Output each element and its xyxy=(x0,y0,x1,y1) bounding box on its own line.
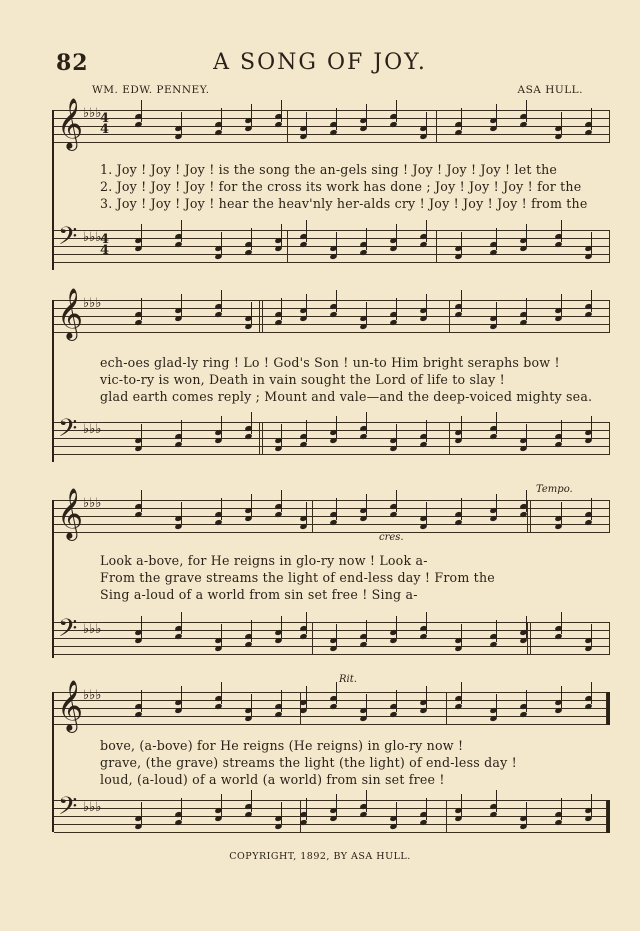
note-stem-icon xyxy=(221,232,222,254)
composer-credit: ASA HULL. xyxy=(517,84,583,96)
lyric-verse-1: bove, (a-bove) for He reigns (He reigns) in glo-ry now ! xyxy=(100,738,464,753)
note-stem-icon xyxy=(306,686,307,708)
treble-clef-icon: 𝄞 xyxy=(57,288,84,339)
note-stem-icon xyxy=(281,802,282,824)
treble-clef-icon: 𝄞 xyxy=(57,98,84,149)
note-stem-icon xyxy=(181,220,182,242)
key-signature-icon: ♭♭♭ xyxy=(83,800,102,815)
note-stem-icon xyxy=(141,690,142,712)
note-stem-icon xyxy=(221,108,222,130)
treble-clef-icon: 𝄞 xyxy=(57,488,84,539)
note-stem-icon xyxy=(281,298,282,320)
note-stem-icon xyxy=(251,412,252,434)
note-stem-icon xyxy=(426,220,427,242)
note-stem-icon xyxy=(251,494,252,516)
lyricist-credit: WM. EDW. PENNEY. xyxy=(92,84,210,96)
note-stem-icon xyxy=(251,620,252,642)
lyric-verse-3: Sing a-loud of a world from sin set free ! Sing a- xyxy=(100,587,418,602)
note-stem-icon xyxy=(366,494,367,516)
key-signature-icon: ♭♭♭ xyxy=(83,496,102,511)
note-stem-icon xyxy=(591,108,592,130)
note-stem-icon xyxy=(306,420,307,442)
lyric-verse-1: ech-oes glad-ly ring ! Lo ! God's Son ! un-to Him bright seraphs bow ! xyxy=(100,355,560,370)
note-stem-icon xyxy=(141,424,142,446)
note-stem-icon xyxy=(396,224,397,246)
note-stem-icon xyxy=(461,416,462,438)
note-stem-icon xyxy=(281,100,282,122)
page-number: 82 xyxy=(56,50,89,76)
note-stem-icon xyxy=(496,494,497,516)
note-stem-icon xyxy=(561,798,562,820)
note-stem-icon xyxy=(426,612,427,634)
note-stem-icon xyxy=(461,232,462,254)
note-stem-icon xyxy=(396,424,397,446)
bass-clef-icon: 𝄢 xyxy=(58,792,78,827)
hymn-title: A SONG OF JOY. xyxy=(213,50,427,75)
key-signature-icon: ♭♭♭ xyxy=(83,230,102,245)
note-stem-icon xyxy=(181,112,182,134)
note-stem-icon xyxy=(141,616,142,638)
note-stem-icon xyxy=(336,290,337,312)
note-stem-icon xyxy=(336,682,337,704)
note-stem-icon xyxy=(306,220,307,242)
key-signature-icon: ♭♭♭ xyxy=(83,688,102,703)
note-stem-icon xyxy=(461,794,462,816)
note-stem-icon xyxy=(526,298,527,320)
note-stem-icon xyxy=(526,424,527,446)
note-stem-icon xyxy=(426,294,427,316)
bass-clef-icon: 𝄢 xyxy=(58,222,78,257)
note-stem-icon xyxy=(251,228,252,250)
note-stem-icon xyxy=(221,290,222,312)
note-stem-icon xyxy=(496,694,497,716)
note-stem-icon xyxy=(221,498,222,520)
note-stem-icon xyxy=(496,104,497,126)
note-stem-icon xyxy=(496,302,497,324)
note-stem-icon xyxy=(426,420,427,442)
lyric-verse-2: 2. Joy ! Joy ! Joy ! for the cross its work has done ; Joy ! Joy ! Joy ! for the xyxy=(100,179,582,194)
note-stem-icon xyxy=(336,624,337,646)
note-stem-icon xyxy=(426,798,427,820)
note-stem-icon xyxy=(526,802,527,824)
note-stem-icon xyxy=(221,794,222,816)
note-stem-icon xyxy=(591,290,592,312)
note-stem-icon xyxy=(426,112,427,134)
note-stem-icon xyxy=(141,100,142,122)
final-barline xyxy=(607,800,610,833)
key-signature-icon: ♭♭♭ xyxy=(83,106,102,121)
lyric-verse-2: vic-to-ry is won, Death in vain sought the Lord of life to slay ! xyxy=(100,372,505,387)
note-stem-icon xyxy=(366,412,367,434)
note-stem-icon xyxy=(461,682,462,704)
note-stem-icon xyxy=(281,616,282,638)
note-stem-icon xyxy=(496,620,497,642)
lyric-verse-3: glad earth comes reply ; Mount and vale—and the deep-voiced mighty sea. xyxy=(100,389,593,404)
note-stem-icon xyxy=(561,420,562,442)
note-stem-icon xyxy=(591,794,592,816)
note-stem-icon xyxy=(396,802,397,824)
note-stem-icon xyxy=(591,232,592,254)
note-stem-icon xyxy=(426,502,427,524)
note-stem-icon xyxy=(141,224,142,246)
note-stem-icon xyxy=(251,302,252,324)
note-stem-icon xyxy=(461,108,462,130)
treble-clef-icon: 𝄞 xyxy=(57,680,84,731)
note-stem-icon xyxy=(281,224,282,246)
note-stem-icon xyxy=(526,100,527,122)
note-stem-icon xyxy=(366,104,367,126)
note-stem-icon xyxy=(181,420,182,442)
note-stem-icon xyxy=(181,502,182,524)
note-stem-icon xyxy=(561,112,562,134)
note-stem-icon xyxy=(591,624,592,646)
note-stem-icon xyxy=(526,690,527,712)
note-stem-icon xyxy=(561,686,562,708)
note-stem-icon xyxy=(141,802,142,824)
note-stem-icon xyxy=(526,616,527,638)
key-signature-icon: ♭♭♭ xyxy=(83,422,102,437)
tempo-marking: Tempo. xyxy=(536,484,573,495)
note-stem-icon xyxy=(496,790,497,812)
lyric-verse-3: loud, (a-loud) of a world (a world) from sin set free ! xyxy=(100,772,445,787)
final-barline xyxy=(607,692,610,725)
lyric-verse-2: From the grave streams the light of end-less day ! From the xyxy=(100,570,495,585)
note-stem-icon xyxy=(141,490,142,512)
time-signature-icon: 4 4 xyxy=(100,111,110,137)
lyric-verse-3: 3. Joy ! Joy ! Joy ! hear the heav'nly her-alds cry ! Joy ! Joy ! Joy ! from the xyxy=(100,196,588,211)
note-stem-icon xyxy=(461,290,462,312)
note-stem-icon xyxy=(526,490,527,512)
note-stem-icon xyxy=(591,682,592,704)
note-stem-icon xyxy=(221,624,222,646)
note-stem-icon xyxy=(251,790,252,812)
note-stem-icon xyxy=(496,412,497,434)
note-stem-icon xyxy=(281,690,282,712)
note-stem-icon xyxy=(561,502,562,524)
note-stem-icon xyxy=(336,232,337,254)
note-stem-icon xyxy=(181,294,182,316)
note-stem-icon xyxy=(141,298,142,320)
copyright-notice: COPYRIGHT, 1892, BY ASA HULL. xyxy=(229,851,411,862)
note-stem-icon xyxy=(496,228,497,250)
note-stem-icon xyxy=(366,694,367,716)
note-stem-icon xyxy=(181,612,182,634)
crescendo-marking: cres. xyxy=(379,532,404,543)
note-stem-icon xyxy=(306,502,307,524)
note-stem-icon xyxy=(426,686,427,708)
note-stem-icon xyxy=(306,294,307,316)
note-stem-icon xyxy=(461,498,462,520)
note-stem-icon xyxy=(336,416,337,438)
bass-clef-icon: 𝄢 xyxy=(58,614,78,649)
key-signature-icon: ♭♭♭ xyxy=(83,622,102,637)
note-stem-icon xyxy=(591,498,592,520)
note-stem-icon xyxy=(461,624,462,646)
note-stem-icon xyxy=(396,298,397,320)
note-stem-icon xyxy=(221,416,222,438)
lyric-verse-1: 1. Joy ! Joy ! Joy ! is the song the an-gels sing ! Joy ! Joy ! Joy ! let the xyxy=(100,162,558,177)
note-stem-icon xyxy=(366,228,367,250)
note-stem-icon xyxy=(396,690,397,712)
note-stem-icon xyxy=(306,112,307,134)
lyric-verse-2: grave, (the grave) streams the light (the light) of end-less day ! xyxy=(100,755,517,770)
note-stem-icon xyxy=(181,798,182,820)
note-stem-icon xyxy=(561,220,562,242)
note-stem-icon xyxy=(336,108,337,130)
key-signature-icon: ♭♭♭ xyxy=(83,296,102,311)
note-stem-icon xyxy=(336,794,337,816)
note-stem-icon xyxy=(221,682,222,704)
note-stem-icon xyxy=(181,686,182,708)
note-stem-icon xyxy=(306,612,307,634)
bass-clef-icon: 𝄢 xyxy=(58,414,78,449)
note-stem-icon xyxy=(396,490,397,512)
note-stem-icon xyxy=(281,424,282,446)
note-stem-icon xyxy=(561,294,562,316)
note-stem-icon xyxy=(366,790,367,812)
note-stem-icon xyxy=(251,694,252,716)
ritardando-marking: Rit. xyxy=(339,674,357,685)
note-stem-icon xyxy=(396,616,397,638)
note-stem-icon xyxy=(591,416,592,438)
note-stem-icon xyxy=(281,490,282,512)
note-stem-icon xyxy=(526,224,527,246)
note-stem-icon xyxy=(336,498,337,520)
note-stem-icon xyxy=(366,620,367,642)
lyric-verse-1: Look a-bove, for He reigns in glo-ry now ! Look a- xyxy=(100,553,428,568)
note-stem-icon xyxy=(306,798,307,820)
note-stem-icon xyxy=(251,104,252,126)
note-stem-icon xyxy=(396,100,397,122)
note-stem-icon xyxy=(366,302,367,324)
time-signature-icon: 4 4 xyxy=(100,232,110,258)
note-stem-icon xyxy=(561,612,562,634)
